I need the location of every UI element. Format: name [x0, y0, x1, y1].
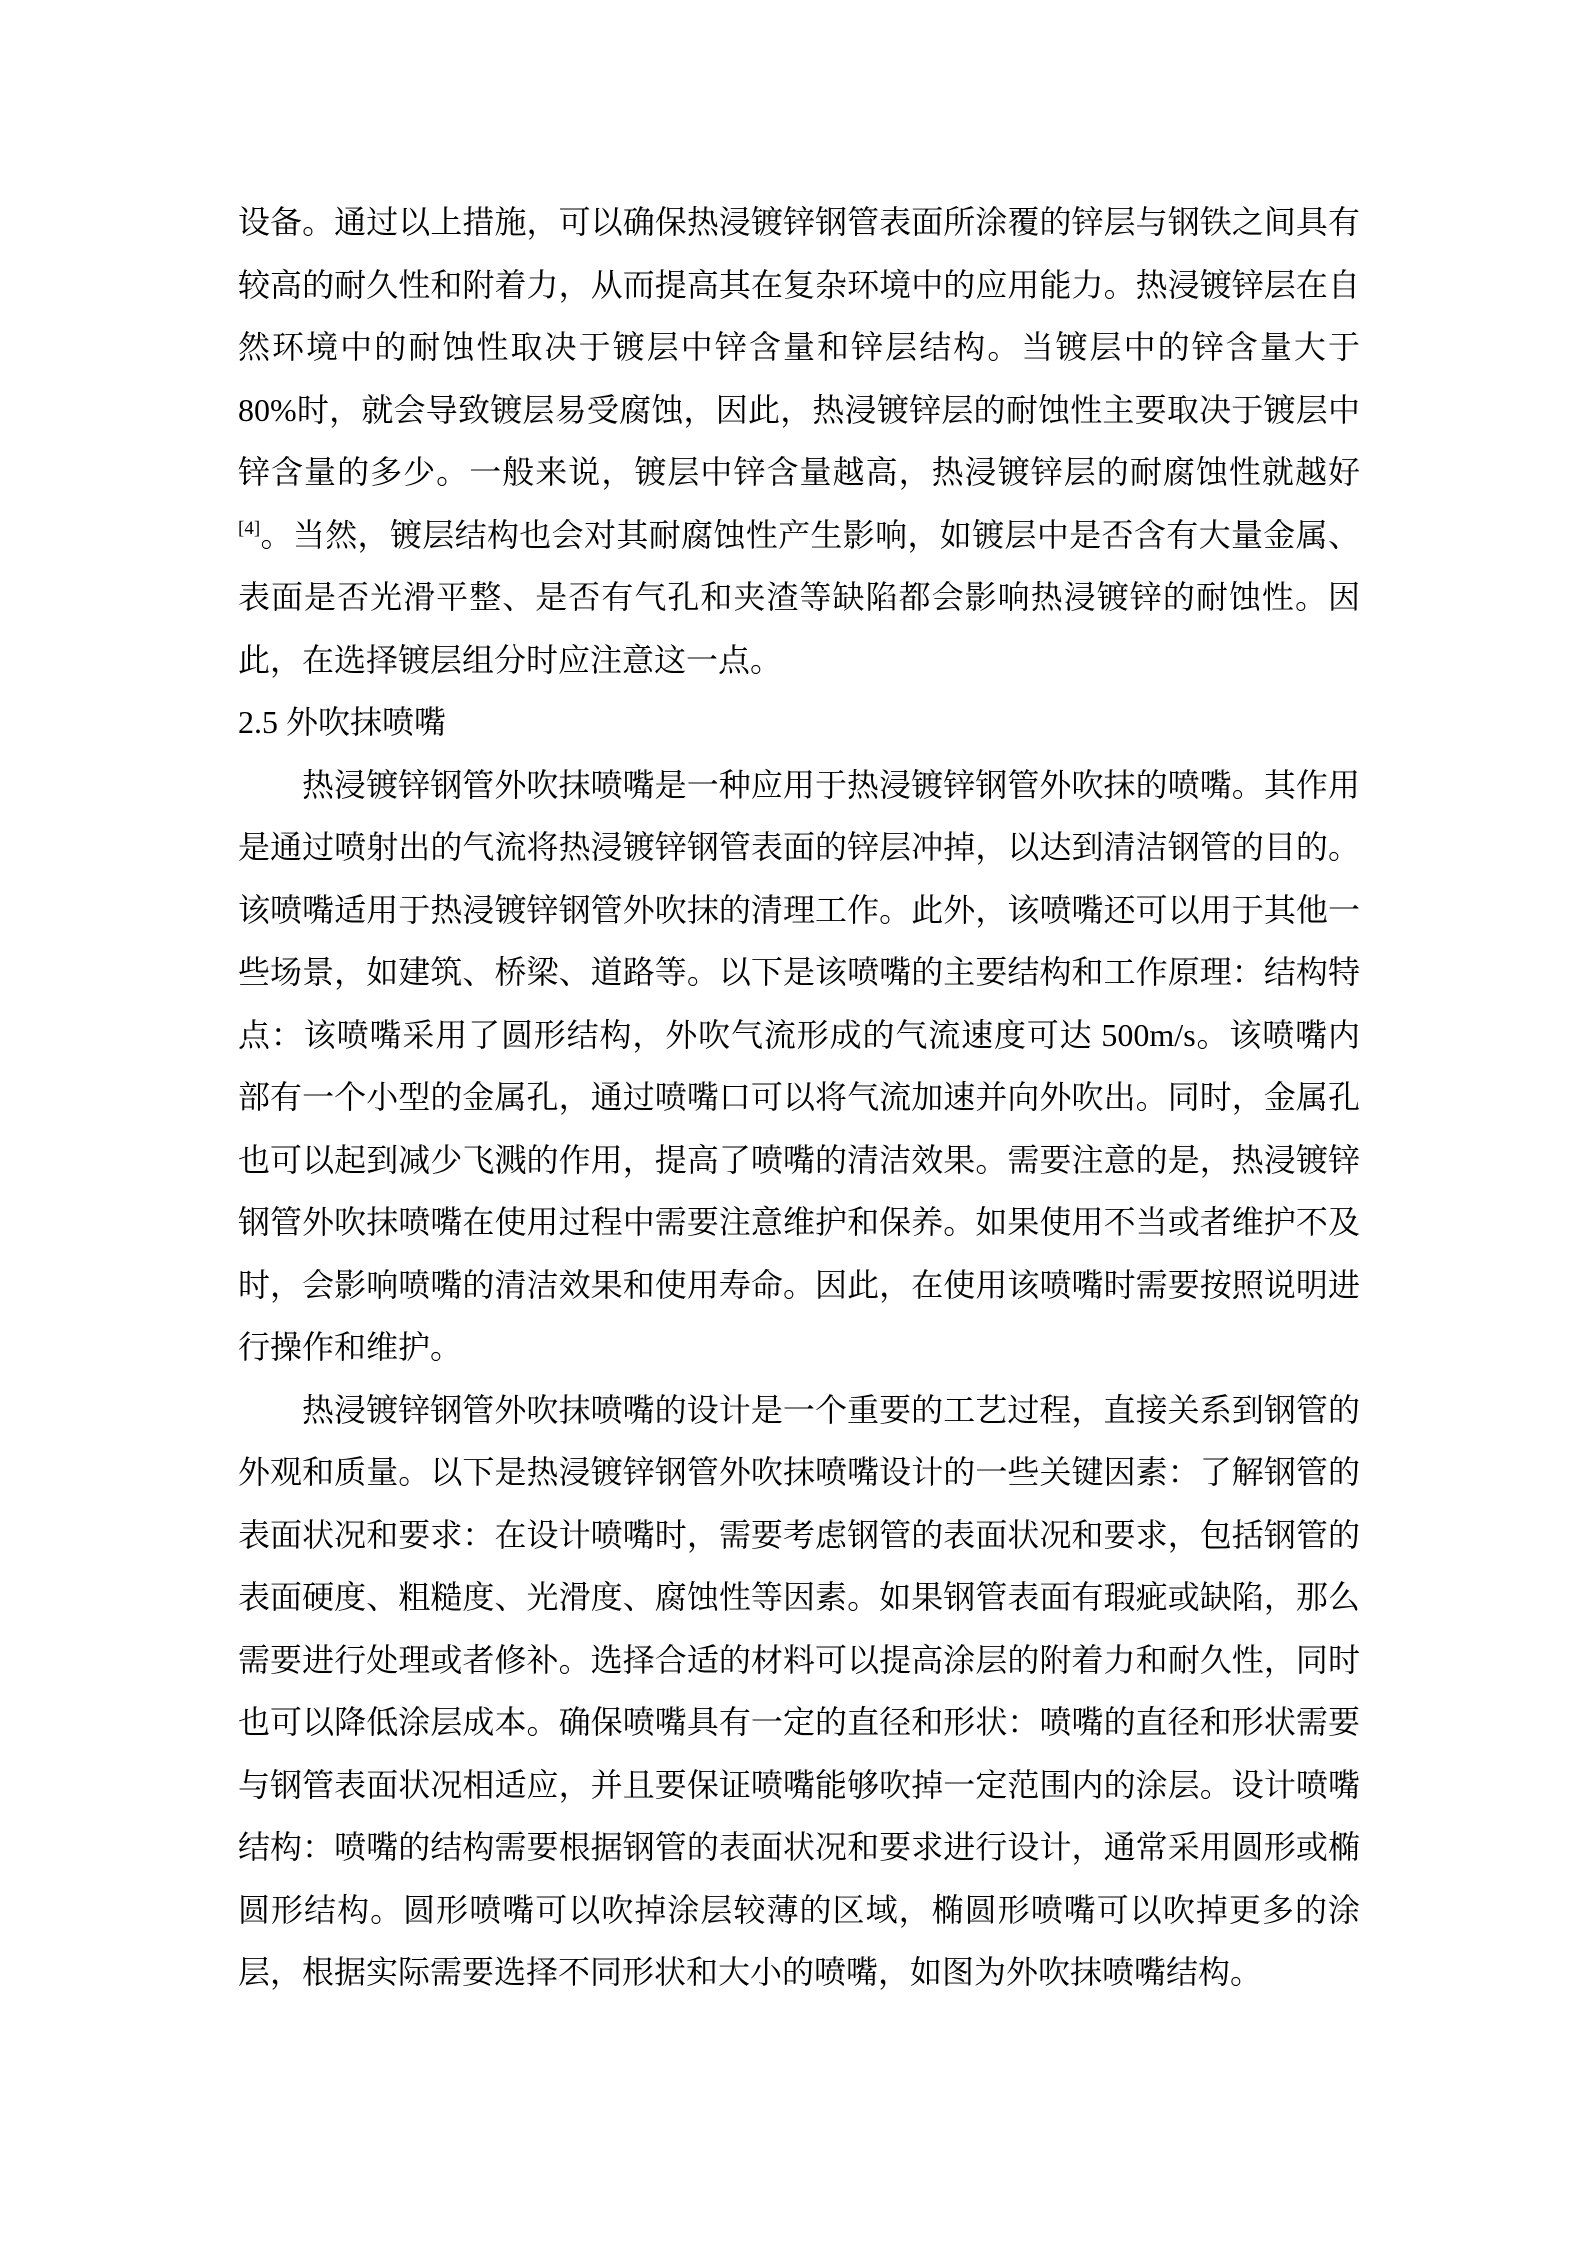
- section-heading-2-5: 2.5 外吹抹喷嘴: [238, 704, 447, 740]
- paragraph-nozzle-introduction: 热浸镀锌钢管外吹抹喷嘴是一种应用于热浸镀锌钢管外吹抹的喷嘴。其作用是通过喷射出的气流将热浸镀锌钢管表面的锌层冲掉，以达到清洁钢管的目的。该喷嘴适用于热浸镀锌钢管外吹抹的清理工作。此外，该喷嘴还可以用于其他一些场景，如建筑、桥梁、道路等。以下是该喷嘴的主要结构和工作原理：结构特点：该喷嘴采用了圆形结构，外吹气流形成的气流速度可达 500m/s。该喷嘴内部有一个小型的金属孔，通过喷嘴口可以将气流加速并向外吹出。同时，金属孔也可以起到减少飞溅的作用，提高了喷嘴的清洁效果。需要注意的是，热浸镀锌钢管外吹抹喷嘴在使用过程中需要注意维护和保养。如果使用不当或者维护不及时，会影响喷嘴的清洁效果和使用寿命。因此，在使用该喷嘴时需要按照说明进行操作和维护。: [238, 766, 1360, 1365]
- page-text-block: [238, 191, 1360, 2004]
- paragraph-corrosion-resistance: [238, 191, 1360, 691]
- paragraph-text-after-citation: 。当然，镀层结构也会对其耐腐蚀性产生影响，如镀层中是否含有大量金属、表面是否光滑平整、是否有气孔和夹渣等缺陷都会影响热浸镀锌的耐蚀性。因此，在选择镀层组分时应注意这一点。: [238, 516, 1360, 678]
- paragraph-text-before-citation: 设备。通过以上措施，可以确保热浸镀锌钢管表面所涂覆的锌层与钢铁之间具有较高的耐久性和附着力，从而提高其在复杂环境中的应用能力。热浸镀锌层在自然环境中的耐蚀性取决于镀层中锌含量和锌层结构。当镀层中的锌含量大于 80%时，就会导致镀层易受腐蚀，因此，热浸镀锌层的耐蚀性主要取决于镀层中锌含量的多少。一般来说，镀层中锌含量越高，热浸镀锌层的耐腐蚀性就越好: [238, 204, 1360, 490]
- paragraph-nozzle-design: 热浸镀锌钢管外吹抹喷嘴的设计是一个重要的工艺过程，直接关系到钢管的外观和质量。以下是热浸镀锌钢管外吹抹喷嘴设计的一些关键因素：了解钢管的表面状况和要求：在设计喷嘴时，需要考虑钢管的表面状况和要求，包括钢管的表面硬度、粗糙度、光滑度、腐蚀性等因素。如果钢管表面有瑕疵或缺陷，那么需要进行处理或者修补。选择合适的材料可以提高涂层的附着力和耐久性，同时也可以降低涂层成本。确保喷嘴具有一定的直径和形状：喷嘴的直径和形状需要与钢管表面状况相适应，并且要保证喷嘴能够吹掉一定范围内的涂层。设计喷嘴结构：喷嘴的结构需要根据钢管的表面状况和要求进行设计，通常采用圆形或椭圆形结构。圆形喷嘴可以吹掉涂层较薄的区域，椭圆形喷嘴可以吹掉更多的涂层，根据实际需要选择不同形状和大小的喷嘴，如图为外吹抹喷嘴结构。: [238, 1391, 1360, 1990]
- citation-reference-4: [4]: [238, 517, 261, 539]
